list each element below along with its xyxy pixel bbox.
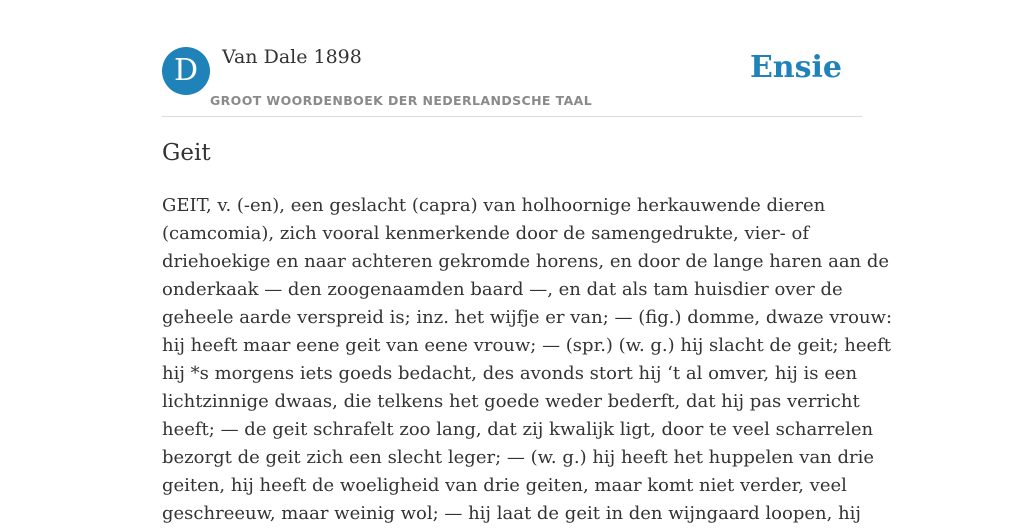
entry-line: hij *s morgens iets goeds bedacht, des avonds stort hij ‘t al omver, hij is een <box>162 363 858 384</box>
header <box>162 46 862 117</box>
dictionary-title[interactable]: Van Dale 1898 <box>222 46 362 68</box>
entry-line: lichtzinnige dwaas, die telkens het goede weder bederft, dat hij pas verricht <box>162 391 860 412</box>
entry-line: (camcomia), zich vooral kenmerkende door de samengedrukte, vier- of <box>162 223 809 244</box>
entry-body <box>162 192 893 528</box>
entry-line: bezorgt de geit zich een slecht leger; — (w. g.) hij heeft het huppelen van drie <box>162 447 875 468</box>
entry-line: geiten, hij heeft de woeligheid van drie geiten, maar komt niet verder, veel <box>162 475 847 496</box>
dictionary-subtitle: GROOT WOORDENBOEK DER NEDERLANDSCHE TAAL <box>210 93 593 108</box>
entry-line: driehoekige en naar achteren gekromde horens, en door de lange haren aan de <box>162 251 890 272</box>
entry-title: Geit <box>162 140 211 166</box>
brand-logo[interactable]: Ensie <box>749 50 842 85</box>
entry-line: onderkaak — den zoogenaamden baard —, en dat als tam huisdier over de <box>162 279 843 300</box>
entry-line: heeft; — de geit schrafelt zoo lang, dat zij kwalijk ligt, door te veel scharrelen <box>162 419 874 440</box>
entry-line: GEIT, v. (-en), een geslacht (capra) van holhoornige herkauwende dieren <box>162 195 826 216</box>
entry-line: geheele aarde verspreid is; inz. het wijfje er van; — (fig.) domme, dwaze vrouw: <box>162 307 893 328</box>
entry-line: hij heeft maar eene geit van eene vrouw; — (spr.) (w. g.) hij slacht de geit; heeft <box>162 335 892 356</box>
dictionary-logo[interactable]: D <box>162 47 210 95</box>
entry-line: geschreeuw, maar weinig wol; — hij laat de geit in den wijngaard loopen, hij <box>162 503 861 524</box>
